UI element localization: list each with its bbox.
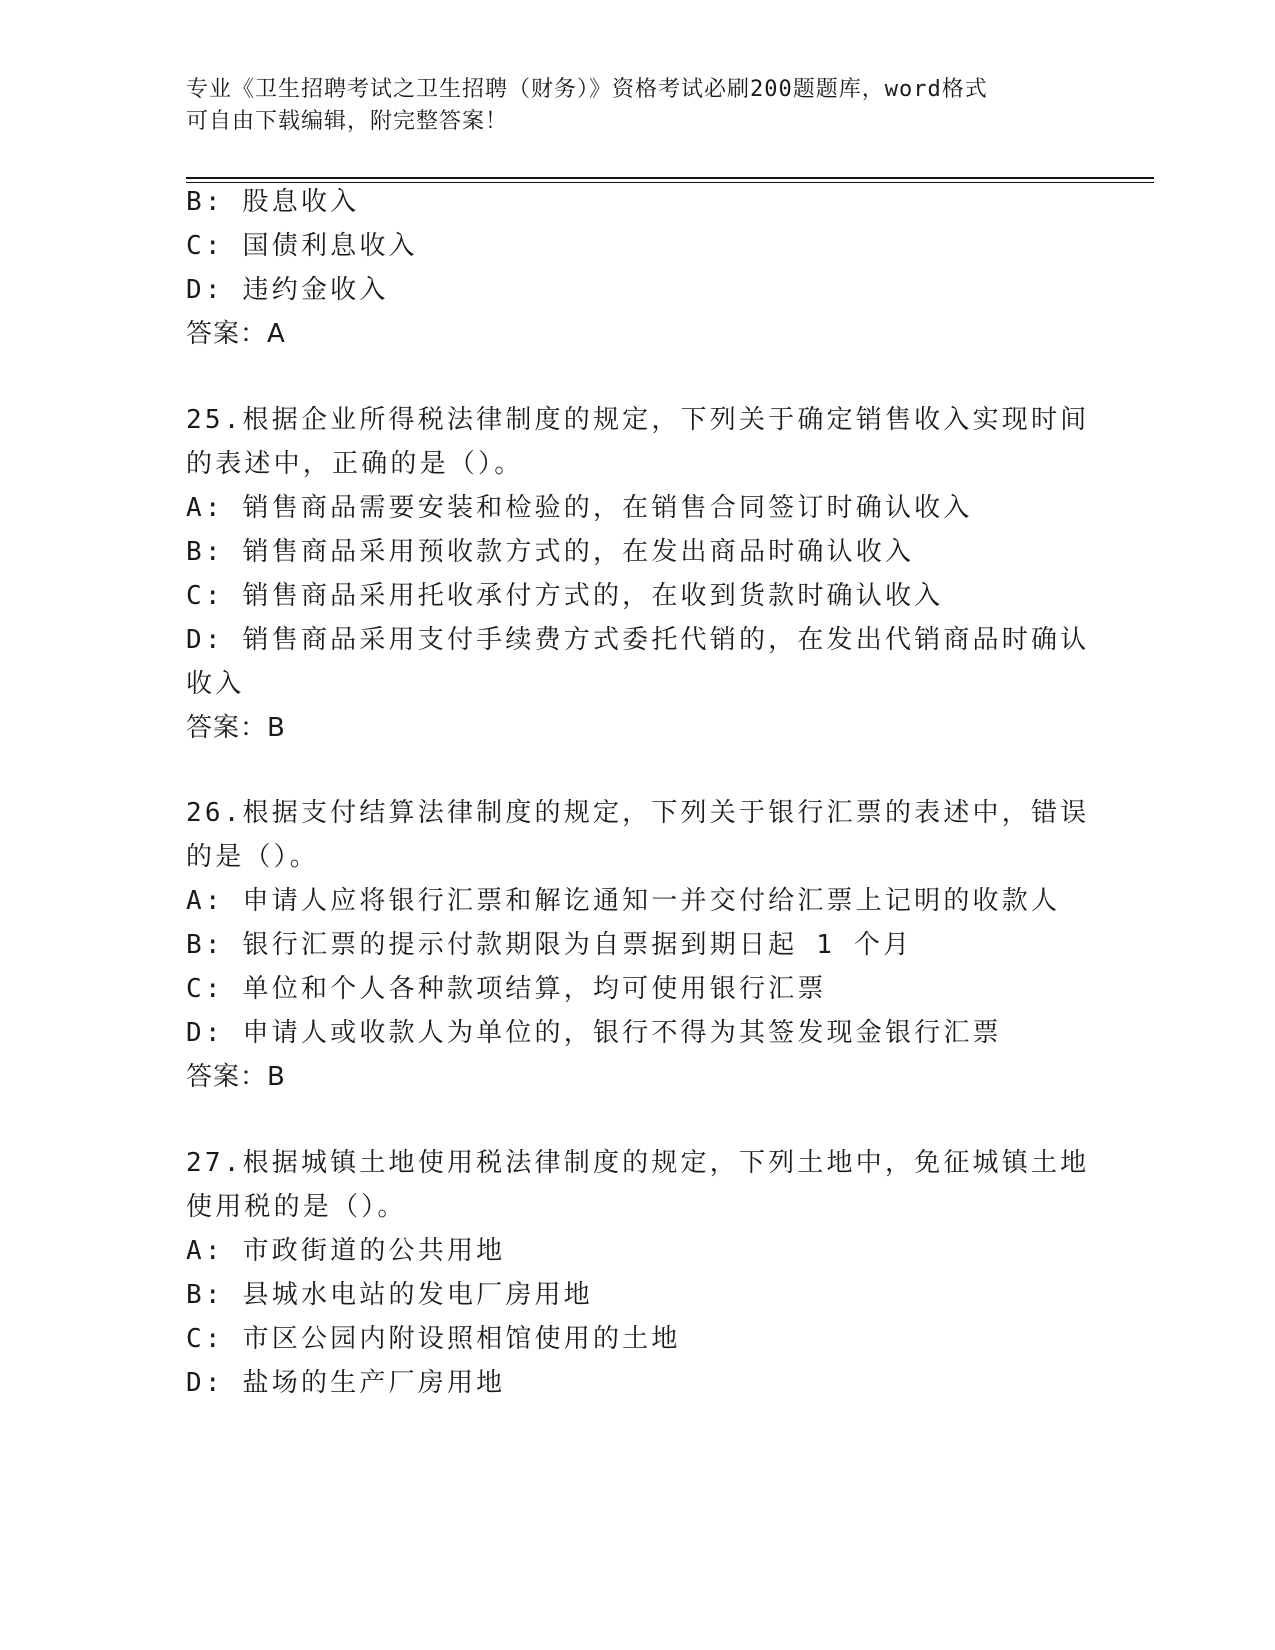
header-divider (186, 177, 1154, 179)
page-header (186, 74, 1086, 138)
answer: 答案：B (186, 1062, 286, 1092)
question-stem: 的表述中，正确的是（）。 (186, 449, 524, 479)
option-c: C: 国债利息收入 (186, 231, 418, 261)
option-b: B: 销售商品采用预收款方式的，在发出商品时确认收入 (186, 537, 915, 567)
header-line-1: 专业《卫生招聘考试之卫生招聘（财务）》资格考试必刷200题题库，word格式 (186, 77, 988, 102)
question-stem: 的是（）。 (186, 842, 320, 872)
option-c: C: 销售商品采用托收承付方式的，在收到货款时确认收入 (186, 581, 944, 611)
option-b: B: 股息收入 (186, 187, 360, 217)
option-b: B: 银行汇票的提示付款期限为自票据到期日起 1 个月 (186, 930, 913, 960)
question-stem: 25.根据企业所得税法律制度的规定，下列关于确定销售收入实现时间 (186, 405, 1090, 435)
question-stem: 27.根据城镇土地使用税法律制度的规定，下列土地中，免征城镇土地 (186, 1148, 1090, 1178)
option-a: A: 市政街道的公共用地 (186, 1236, 506, 1266)
option-d-continued: 收入 (186, 669, 245, 699)
option-a: A: 申请人应将银行汇票和解讫通知一并交付给汇票上记明的收款人 (186, 886, 1061, 916)
question-stem: 26.根据支付结算法律制度的规定，下列关于银行汇票的表述中，错误 (186, 798, 1090, 828)
option-c: C: 单位和个人各种款项结算，均可使用银行汇票 (186, 974, 827, 1004)
option-d: D: 申请人或收款人为单位的，银行不得为其签发现金银行汇票 (186, 1018, 1002, 1048)
answer: 答案：A (186, 319, 286, 349)
header-line-2: 可自由下载编辑，附完整答案！ (186, 109, 509, 134)
option-a: A: 销售商品需要安装和检验的，在销售合同签订时确认收入 (186, 493, 973, 523)
question-stem: 使用税的是（）。 (186, 1192, 407, 1222)
option-d: D: 违约金收入 (186, 275, 389, 305)
header-divider-thin (186, 182, 1154, 183)
option-d: D: 销售商品采用支付手续费方式委托代销的，在发出代销商品时确认 (186, 625, 1090, 655)
option-c: C: 市区公园内附设照相馆使用的土地 (186, 1324, 681, 1354)
answer: 答案：B (186, 713, 286, 743)
option-b: B: 县城水电站的发电厂房用地 (186, 1280, 593, 1310)
option-d: D: 盐场的生产厂房用地 (186, 1368, 506, 1398)
